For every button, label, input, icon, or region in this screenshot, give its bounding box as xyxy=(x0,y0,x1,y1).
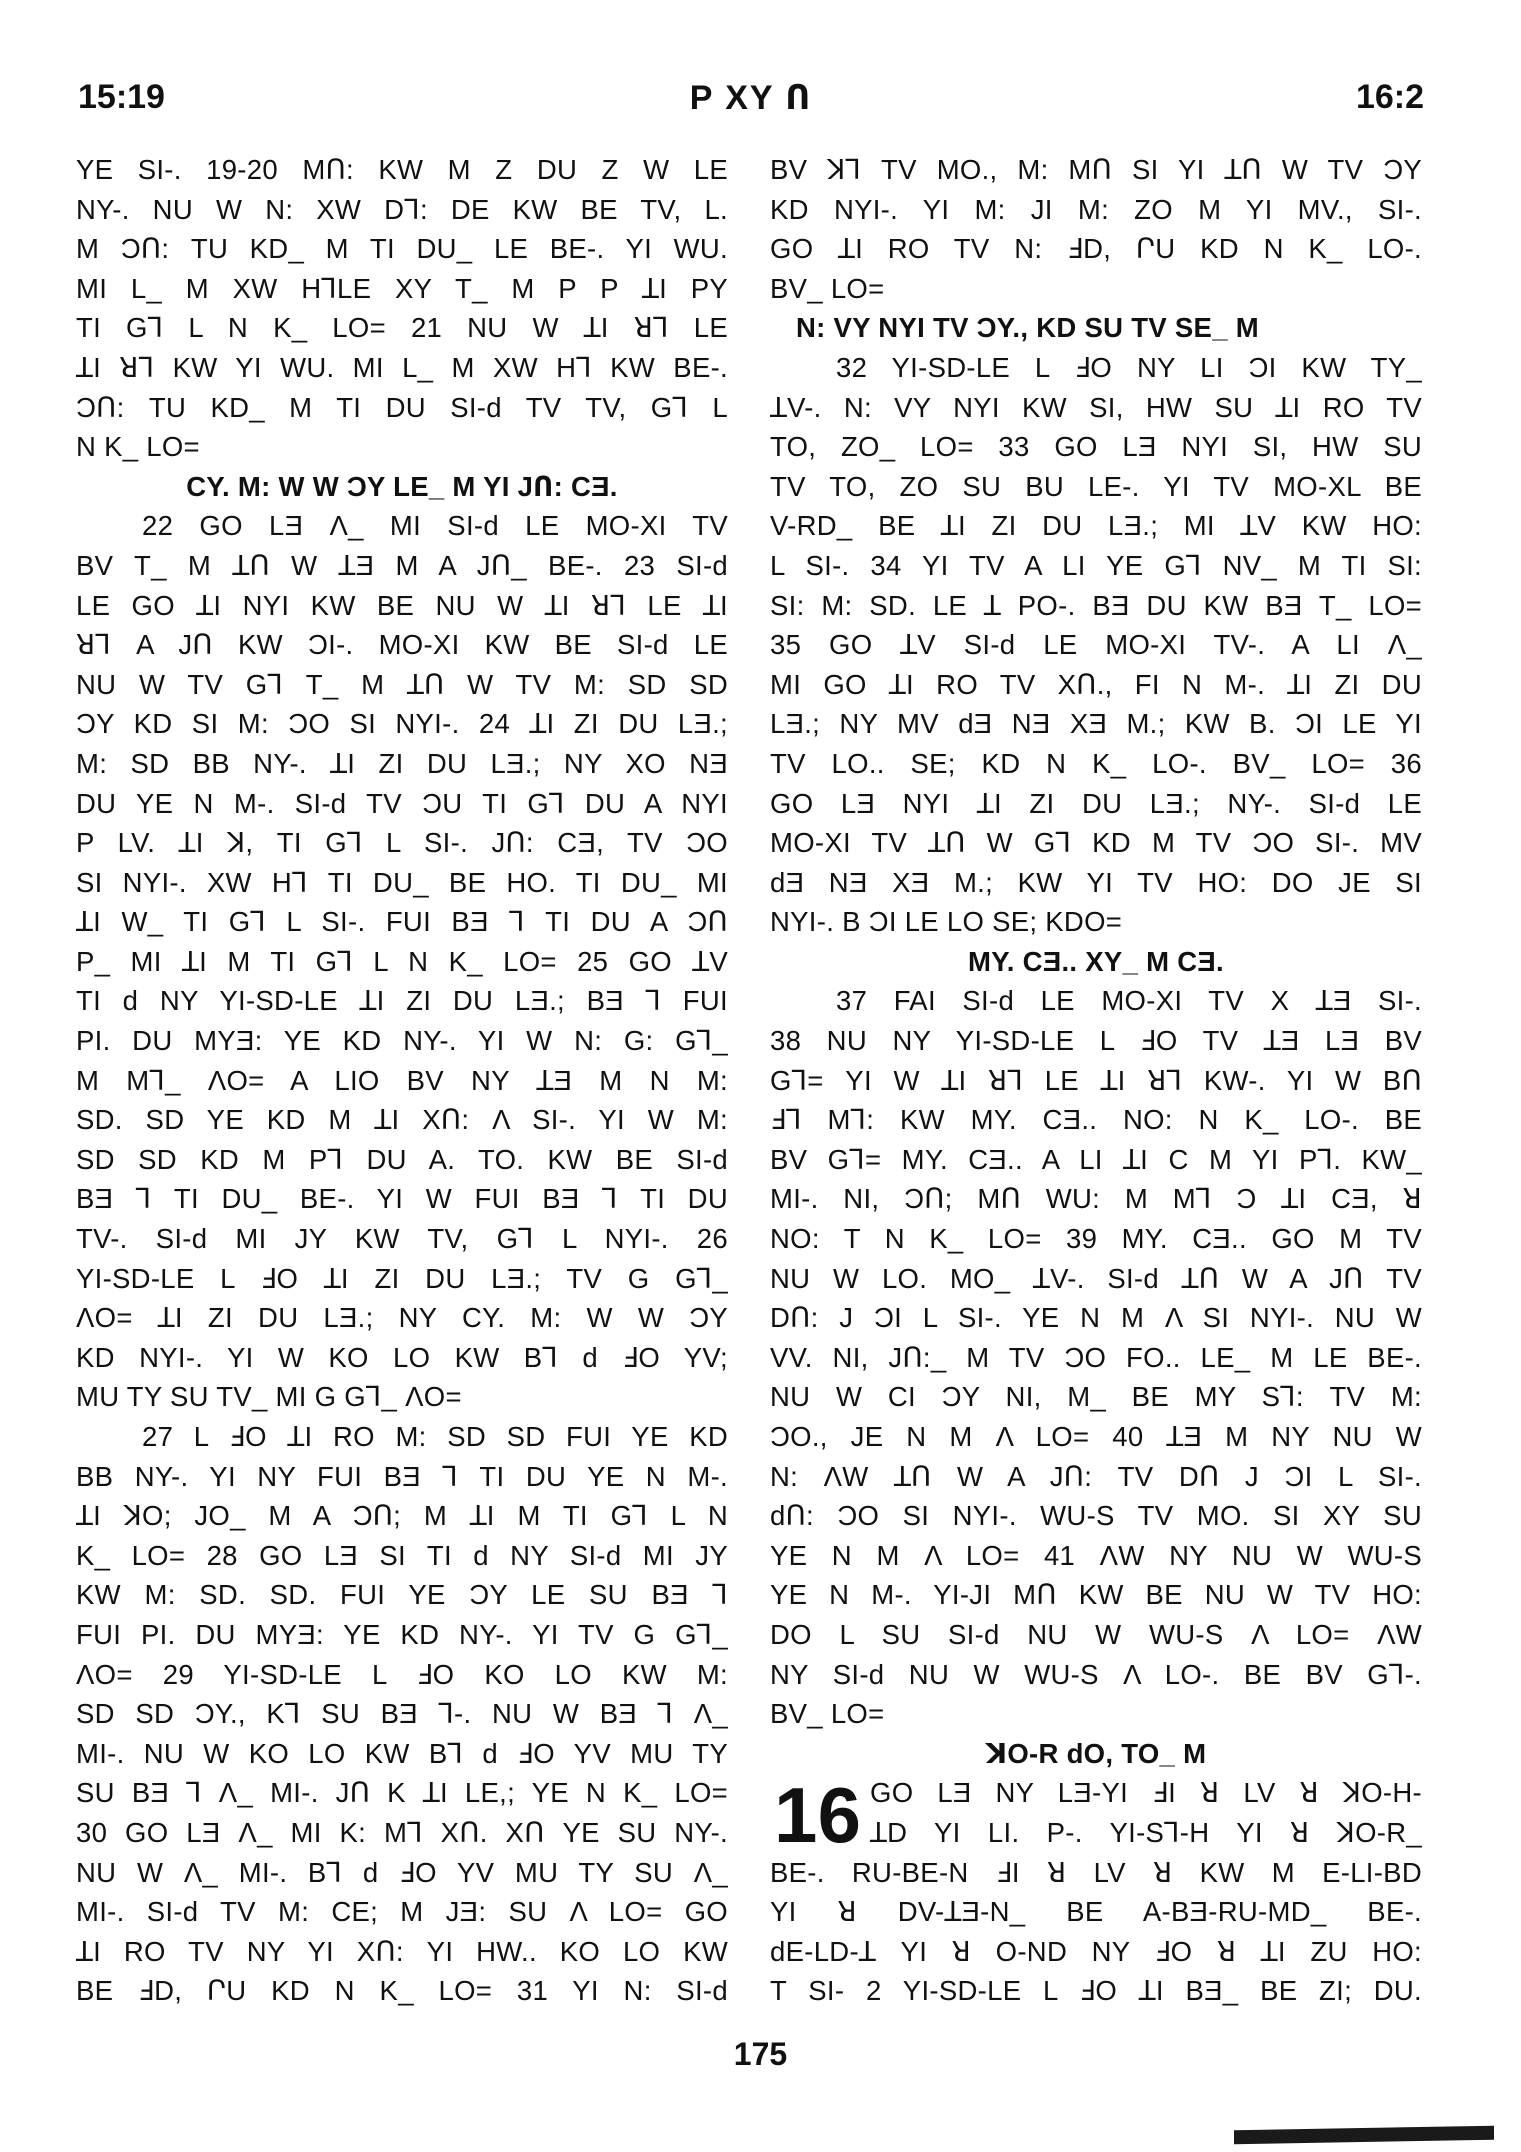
text-line: MI GO ꓕI RO TV XՈ., FI N M-. ꓕI ZI DU xyxy=(770,668,1422,700)
text-line: M: SD BB NY-. ꓕI ZI DU LƎ.; NY XO NƎ xyxy=(76,747,728,779)
text-line: ꓕI RO TV NY YI XՈ: YI HW.. KO LO KW xyxy=(76,1935,728,1967)
text-line: BV_ LO= xyxy=(770,272,885,304)
text-line: 35 GO ꓕV SI-d LE MO-XI TV-. A LI Λ_ xyxy=(770,629,1422,661)
text-line: dՈ: ƆO SI NYI-. WU-S TV MO. SI XY SU xyxy=(770,1500,1422,1532)
text-line: P LV. ꓕI ꓘ, TI Gꓶ L SI-. JՈ: CƎ, TV ƆO xyxy=(76,827,728,859)
text-line: 38 NU NY YI-SD-LE L ꓞO TV ꓕƎ LƎ BV xyxy=(770,1025,1422,1057)
text-line: MI-. SI-d TV M: CE; M JƎ: SU Λ LO= GO xyxy=(76,1896,728,1928)
text-line: LE GO ꓕI NYI KW BE NU W ꓕI ꓤꓶ LE ꓕI xyxy=(76,589,728,621)
header-end-reference: 16:2 xyxy=(1355,78,1424,116)
text-line: MO-XI TV ꓕՈ W Gꓶ KD M TV ƆO SI-. MV xyxy=(770,827,1422,859)
text-line: TO, ZO_ LO= 33 GO LƎ NYI SI, HW SU xyxy=(770,431,1422,463)
text-line: YI ꓤ DV-ꓕƎ-N_ BE A-BƎ-RU-MD_ BE-. xyxy=(770,1896,1422,1928)
text-line: L SI-. 34 YI TV A LI YE Gꓶ NV_ M TI SI: xyxy=(770,549,1422,581)
text-line: GO ꓕI RO TV N: ꓞD, ՐU KD N K_ LO-. xyxy=(770,233,1422,265)
text-line: NYI-. B ƆI LE LO SE; KDO= xyxy=(770,906,1123,938)
text-line: BV_ LO= xyxy=(770,1698,885,1730)
text-line: TV TO, ZO SU BU LE-. YI TV MO-XL BE xyxy=(770,470,1422,502)
left-text-column xyxy=(76,150,728,2011)
text-line: BƎ ꓶ TI DU_ BE-. YI W FUI BƎ ꓶ TI DU xyxy=(76,1183,728,1215)
text-line: Gꓶ= YI W ꓕI ꓤꓶ LE ꓕI ꓤꓶ KW-. YI W BՈ xyxy=(770,1064,1422,1096)
text-line: V-RD_ BE ꓕI ZI DU LƎ.; MI ꓕV KW HO: xyxy=(770,510,1422,542)
text-line: MU TY SU TV_ MI G Gꓶ_ ΛO= xyxy=(76,1381,462,1413)
text-line: ꓤꓶ A JՈ KW ƆI-. MO-XI KW BE SI-d LE xyxy=(76,629,728,661)
text-line: N: ΛW ꓕՈ W A JՈ: TV DՈ J ƆI L SI-. xyxy=(770,1460,1422,1492)
text-line: P_ MI ꓕI M TI Gꓶ L N K_ LO= 25 GO ꓕV xyxy=(76,945,728,977)
text-line: BV ꓘꓶ TV MO., M: MՈ SI YI ꓕՈ W TV ƆY xyxy=(770,154,1422,185)
text-line: SD SD ƆY., Kꓶ SU BƎ ꓶ-. NU W BƎ ꓶ Λ_ xyxy=(76,1698,728,1730)
text-line: T SI- 2 YI-SD-LE L ꓞO ꓕI BƎ_ BE ZI; DU. xyxy=(770,1975,1422,2007)
text-line: SI NYI-. XW Hꓶ TI DU_ BE HO. TI DU_ MI xyxy=(76,866,728,898)
text-line: GO LƎ NYI ꓕI ZI DU LƎ.; NY-. SI-d LE xyxy=(770,787,1422,819)
text-line: BE-. RU-BE-N ꓞI ꓤ LV ꓤ KW M E-LI-BD xyxy=(770,1856,1422,1888)
text-line: LƎ.; NY MV dƎ NƎ XƎ M.; KW B. ƆI LE YI xyxy=(770,708,1422,740)
text-line: ꓕI ꓤꓶ KW YI WU. MI L_ M XW Hꓶ KW BE-. xyxy=(76,351,728,383)
text-line: KW M: SD. SD. FUI YE ƆY LE SU BƎ ꓶ xyxy=(76,1579,728,1611)
text-line: BB NY-. YI NY FUI BƎ ꓶ TI DU YE N M-. xyxy=(76,1460,728,1492)
section-heading: ꓘO-R dO, TO_ M xyxy=(985,1737,1207,1769)
text-line: SU BƎ ꓶ Λ_ MI-. JՈ K ꓕI LE,; YE N K_ LO= xyxy=(76,1777,728,1809)
text-line: YE N M Λ LO= 41 ΛW NY NU W WU-S xyxy=(770,1539,1422,1571)
text-line: NU W CI ƆY NI, M_ BE MY Sꓶ: TV M: xyxy=(770,1381,1422,1413)
text-line: ƆO., JE N M Λ LO= 40 ꓕƎ M NY NU W xyxy=(770,1421,1422,1452)
text-line: ꓕD YI LI. P-. YI-Sꓶ-H YI ꓤ ꓘO-R_ xyxy=(870,1816,1422,1848)
chapter-number: 16 xyxy=(774,1771,862,1860)
text-line: ΛO= 29 YI-SD-LE L ꓞO KO LO KW M: xyxy=(76,1658,728,1690)
text-line: NU W LO. MO_ ꓕV-. SI-d ꓕՈ W A JՈ TV xyxy=(770,1262,1422,1294)
section-heading: MY. CƎ.. XY_ M CƎ. xyxy=(967,945,1224,977)
text-line: BV Gꓶ= MY. CƎ.. A LI ꓕI C M YI Pꓶ. KW_ xyxy=(770,1143,1422,1175)
text-line: 32 YI-SD-LE L ꓞO NY LI ƆI KW TY_ xyxy=(836,351,1422,383)
text-line: K_ LO= 28 GO LƎ SI TI d NY SI-d MI JY xyxy=(76,1539,728,1571)
text-line: SD SD KD M Pꓶ DU A. TO. KW BE SI-d xyxy=(76,1143,728,1175)
text-line: BE ꓞD, ՐU KD N K_ LO= 31 YI N: SI-d xyxy=(76,1975,728,2007)
text-line: KD NYI-. YI M: JI M: ZO M YI MV., SI-. xyxy=(770,193,1422,225)
text-line: YE SI-. 19-20 MՈ: KW M Z DU Z W LE xyxy=(76,154,728,185)
text-line: 30 GO LƎ Λ_ MI K: Mꓶ XՈ. XՈ YE SU NY-. xyxy=(76,1816,728,1848)
header-book-title: P XY Ո xyxy=(689,79,813,117)
text-line: NU W Λ_ MI-. Bꓶ d ꓞO YV MU TY SU Λ_ xyxy=(76,1856,728,1888)
text-line: GO LƎ NY LƎ-YI ꓞI ꓤ LV ꓤ ꓘO-H- xyxy=(870,1777,1422,1809)
text-line: NY SI-d NU W WU-S Λ LO-. BE BV Gꓶ-. xyxy=(770,1658,1422,1690)
text-line: 37 FAI SI-d LE MO-XI TV X ꓕƎ SI-. xyxy=(836,985,1422,1017)
text-line: DՈ: J ƆI L SI-. YE N M Λ SI NYI-. NU W xyxy=(770,1302,1422,1334)
text-line: M Mꓶ_ ΛO= A LIO BV NY ꓕƎ M N M: xyxy=(76,1064,728,1096)
text-line: BV T_ M ꓕՈ W ꓕƎ M A JՈ_ BE-. 23 SI-d xyxy=(76,549,728,581)
scan-edge-shadow xyxy=(1234,2126,1494,2145)
text-line: TV LO.. SE; KD N K_ LO-. BV_ LO= 36 xyxy=(770,747,1422,779)
text-line: YE N M-. YI-JI MՈ KW BE NU W TV HO: xyxy=(770,1579,1422,1611)
text-line: dƎ NƎ XƎ M.; KW YI TV HO: DO JE SI xyxy=(770,866,1422,898)
text-line: TI d NY YI-SD-LE ꓕI ZI DU LƎ.; BƎ ꓶ FUI xyxy=(76,985,728,1017)
text-line: ꓕI ꓘO; JO_ M A ƆՈ; M ꓕI M TI Gꓶ L N xyxy=(76,1500,728,1532)
text-line: NU W TV Gꓶ T_ M ꓕՈ W TV M: SD SD xyxy=(76,668,728,700)
text-line: 22 GO LƎ Λ_ MI SI-d LE MO-XI TV xyxy=(142,510,728,542)
text-line: ꓞꓶ Mꓶ: KW MY. CƎ.. NO: N K_ LO-. BE xyxy=(770,1104,1422,1136)
text-line: VV. NI, JՈ:_ M TV ƆO FO.. LE_ M LE BE-. xyxy=(770,1341,1422,1373)
section-heading: N: VY NYI TV ƆY., KD SU TV SE_ M xyxy=(796,312,1259,344)
text-line: NY-. NU W N: XW Dꓶ: DE KW BE TV, L. xyxy=(76,193,728,225)
text-line: ꓕV-. N: VY NYI KW SI, HW SU ꓕI RO TV xyxy=(770,391,1422,423)
text-line: dE-LD-ꓕ YI ꓤ O-ND NY ꓞO ꓤ ꓕI ZU HO: xyxy=(770,1935,1422,1967)
right-text-column xyxy=(770,150,1422,2011)
text-line: DU YE N M-. SI-d TV ƆU TI Gꓶ DU A NYI xyxy=(76,787,728,819)
text-line: KD NYI-. YI W KO LO KW Bꓶ d ꓞO YV; xyxy=(76,1341,728,1373)
text-line: ƆՈ: TU KD_ M TI DU SI-d TV TV, Gꓶ L xyxy=(76,391,728,423)
header-start-reference: 15:19 xyxy=(78,78,165,116)
text-line: DO L SU SI-d NU W WU-S Λ LO= ΛW xyxy=(770,1618,1422,1650)
text-line: ƆY KD SI M: ƆO SI NYI-. 24 ꓕI ZI DU LƎ.; xyxy=(76,708,728,740)
text-line: N K_ LO= xyxy=(76,431,200,463)
text-line: PI. DU MYƎ: YE KD NY-. YI W N: G: Gꓶ_ xyxy=(76,1025,728,1057)
text-line: TI Gꓶ L N K_ LO= 21 NU W ꓕI ꓤꓶ LE xyxy=(76,312,728,344)
text-line: MI L_ M XW HꓶLE XY T_ M P P ꓕI PY xyxy=(76,272,728,304)
text-line: 27 L ꓞO ꓕI RO M: SD SD FUI YE KD xyxy=(142,1421,728,1452)
text-line: ꓕI W_ TI Gꓶ L SI-. FUI BƎ ꓶ TI DU A ƆՈ xyxy=(76,906,728,938)
text-line: NO: T N K_ LO= 39 MY. CƎ.. GO M TV xyxy=(770,1223,1422,1255)
text-line: FUI PI. DU MYƎ: YE KD NY-. YI TV G Gꓶ_ xyxy=(76,1618,728,1650)
text-line: ΛO= ꓕI ZI DU LƎ.; NY CY. M: W W ƆY xyxy=(76,1302,728,1334)
text-line: SD. SD YE KD M ꓕI XՈ: Λ SI-. YI W M: xyxy=(76,1104,728,1136)
text-line: TV-. SI-d MI JY KW TV, Gꓶ L NYI-. 26 xyxy=(76,1223,728,1255)
text-line: M ƆՈ: TU KD_ M TI DU_ LE BE-. YI WU. xyxy=(76,233,728,265)
section-heading: CY. M: W W ƆY LE_ M YI JՈ: CƎ. xyxy=(186,470,618,502)
running-header xyxy=(78,78,1424,122)
page-number: 175 xyxy=(733,2036,788,2072)
text-line: MI-. NI, ƆՈ; MՈ WU: M Mꓶ Ɔ ꓕI CƎ, ꓤ xyxy=(770,1183,1422,1215)
text-line: SI: M: SD. LE ꓕ PO-. BƎ DU KW BƎ T_ LO= xyxy=(770,589,1422,621)
text-line: YI-SD-LE L ꓞO ꓕI ZI DU LƎ.; TV G Gꓶ_ xyxy=(76,1262,728,1294)
text-line: MI-. NU W KO LO KW Bꓶ d ꓞO YV MU TY xyxy=(76,1737,728,1769)
